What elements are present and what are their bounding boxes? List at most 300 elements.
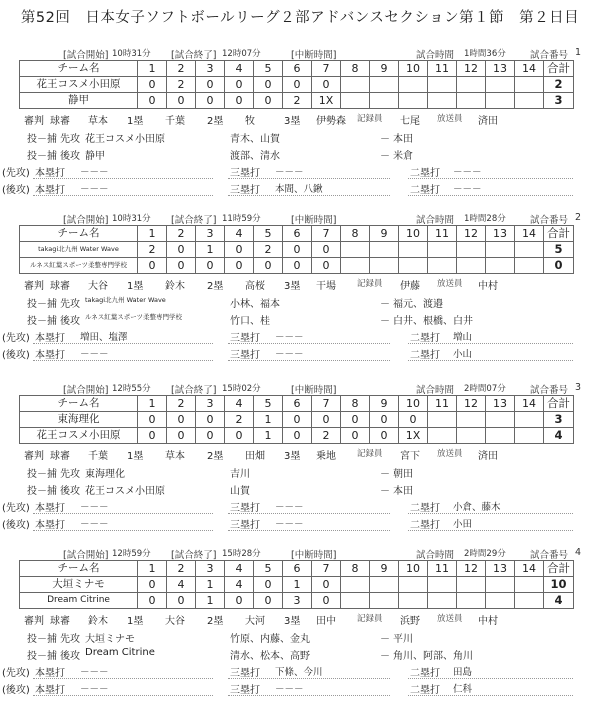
triple-label: 三塁打: [230, 520, 260, 531]
visitor-label: 先攻: [60, 469, 80, 480]
inning-header: 12: [457, 61, 486, 77]
visitor-homeruns: －－－: [80, 502, 109, 513]
battery-row-visitor: [0, 130, 600, 145]
recorder-name: 伊藤: [400, 281, 420, 292]
inning-score: [341, 77, 370, 93]
plate-label: 球審: [50, 616, 70, 627]
first-umpire: 大谷: [165, 616, 185, 627]
third-umpire: 乗地: [316, 451, 336, 462]
visitor-team-name: 花王コスメ小田原: [85, 134, 165, 145]
team-total: 10: [544, 577, 574, 593]
inning-score: 0: [225, 242, 254, 258]
home-triples: －－－: [275, 519, 304, 530]
inning-score: [457, 242, 486, 258]
inning-header: 11: [428, 61, 457, 77]
inning-score: 2: [312, 428, 341, 444]
team-name: Dream Citrine: [20, 593, 138, 609]
visitor-pitchers: 青木、山賀: [230, 134, 280, 145]
home-triples: －－－: [275, 684, 304, 695]
inning-score: 0: [167, 93, 196, 109]
inning-score: 0: [138, 428, 167, 444]
inning-score: 0: [138, 77, 167, 93]
homerun-label: 本塁打: [35, 503, 65, 514]
inning-header: 14: [515, 61, 544, 77]
visitor-paren-label: (先攻): [2, 668, 30, 679]
inning-score: [515, 412, 544, 428]
home-pitchers: 竹口、桂: [230, 316, 270, 327]
inning-header: 10: [399, 396, 428, 412]
battery-label: 投－捕: [27, 469, 57, 480]
first-label: 1塁: [127, 616, 144, 627]
homerun-label: 本塁打: [35, 350, 65, 361]
inning-header: 13: [486, 561, 515, 577]
inning-score: 0: [399, 412, 428, 428]
team-row-home: [20, 93, 574, 109]
total-header: 合計: [544, 226, 574, 242]
inning-score: 1: [254, 428, 283, 444]
inning-score: [341, 258, 370, 274]
team-total: 4: [544, 428, 574, 444]
dash: －: [380, 151, 390, 162]
underline: [408, 195, 573, 196]
inning-header: 11: [428, 396, 457, 412]
third-label: 3塁: [284, 616, 301, 627]
inning-header: 1: [138, 396, 167, 412]
inning-score: 0: [225, 93, 254, 109]
announcer-name: 済田: [478, 116, 498, 127]
duration-label: 試合時間: [416, 215, 455, 226]
game-block-2: [0, 212, 600, 382]
inning-header: 6: [283, 226, 312, 242]
underline: [228, 530, 390, 531]
first-umpire: 鈴木: [165, 281, 185, 292]
inning-score: 1X: [399, 428, 428, 444]
umpire-label: 審判: [24, 116, 44, 127]
home-catchers: 本田: [393, 486, 413, 497]
inning-score: 0: [254, 258, 283, 274]
home-paren-label: (後攻): [2, 350, 30, 361]
visitor-doubles: 田島: [453, 667, 473, 678]
inning-header: 13: [486, 396, 515, 412]
home-label: 後攻: [60, 151, 80, 162]
inning-score: 0: [167, 428, 196, 444]
underline: [408, 360, 573, 361]
underline: [408, 530, 573, 531]
underline: [33, 178, 213, 179]
inning-score: [486, 93, 515, 109]
underline: [33, 360, 213, 361]
inning-score: [457, 593, 486, 609]
inning-header: 4: [225, 561, 254, 577]
battery-row-home: [0, 647, 600, 662]
double-label: 二塁打: [410, 185, 440, 196]
duration-value: 1時間28分: [464, 214, 506, 224]
battery-label: 投－捕: [27, 151, 57, 162]
inning-score: [515, 258, 544, 274]
homerun-label: 本塁打: [35, 185, 65, 196]
game-no-label: 試合番号: [530, 50, 569, 61]
double-label: 二塁打: [410, 168, 440, 179]
inning-score: 0: [138, 577, 167, 593]
duration-value: 2時間29分: [464, 549, 506, 559]
announcer-name: 中村: [478, 616, 498, 627]
officials-row: [0, 277, 600, 291]
inning-score: [515, 593, 544, 609]
recorder-name: 浜野: [400, 616, 420, 627]
inning-score: 0: [225, 258, 254, 274]
officials-row: [0, 612, 600, 626]
hits-row-home: [0, 181, 600, 197]
game-no-value: 4: [575, 547, 582, 558]
duration-label: 試合時間: [416, 550, 455, 561]
first-umpire: 草本: [165, 451, 185, 462]
visitor-label: 先攻: [60, 299, 80, 310]
inning-header: 8: [341, 61, 370, 77]
homerun-label: 本塁打: [35, 168, 65, 179]
start-time: 10時31分: [112, 214, 151, 224]
underline: [33, 530, 213, 531]
inning-score: 0: [196, 258, 225, 274]
battery-label: 投－捕: [27, 634, 57, 645]
inning-header: 3: [196, 396, 225, 412]
inning-score: 0: [312, 577, 341, 593]
underline: [228, 695, 390, 696]
score-header-row: [20, 226, 574, 242]
double-label: 二塁打: [410, 668, 440, 679]
third-label: 3塁: [284, 451, 301, 462]
inning-score: 2: [167, 77, 196, 93]
inning-score: 0: [138, 593, 167, 609]
inning-header: 10: [399, 61, 428, 77]
team-name: takagi北九州 Water Wave: [20, 242, 138, 258]
plate-umpire: 千葉: [88, 451, 108, 462]
visitor-paren-label: (先攻): [2, 503, 30, 514]
triple-label: 三塁打: [230, 333, 260, 344]
first-umpire: 千葉: [165, 116, 185, 127]
visitor-catchers: 平川: [393, 634, 413, 645]
inning-header: 5: [254, 396, 283, 412]
inning-score: [399, 577, 428, 593]
hits-row-home: [0, 516, 600, 532]
inning-header: 7: [312, 561, 341, 577]
inning-header: 5: [254, 61, 283, 77]
double-label: 二塁打: [410, 333, 440, 344]
duration-value: 2時間07分: [464, 384, 506, 394]
inning-score: [370, 258, 399, 274]
inning-header: 12: [457, 396, 486, 412]
announcer-name: 中村: [478, 281, 498, 292]
visitor-paren-label: (先攻): [2, 168, 30, 179]
home-catchers: 角川、阿部、角川: [393, 651, 473, 662]
home-team-name: ルネス紅葉スポーツ柔整専門学校: [85, 313, 183, 321]
inning-header: 1: [138, 561, 167, 577]
third-umpire: 伊勢森: [316, 116, 346, 127]
home-pitchers: 清水、松本、高野: [230, 651, 310, 662]
inning-score: 0: [283, 77, 312, 93]
inning-score: 0: [283, 412, 312, 428]
inning-score: [341, 93, 370, 109]
inning-score: [370, 93, 399, 109]
inning-score: 0: [196, 77, 225, 93]
second-label: 2塁: [207, 451, 224, 462]
visitor-paren-label: (先攻): [2, 333, 30, 344]
visitor-catchers: 朝田: [393, 469, 413, 480]
homerun-label: 本塁打: [35, 333, 65, 344]
game-meta: [0, 382, 600, 396]
home-label: 後攻: [60, 651, 80, 662]
dash: －: [380, 299, 390, 310]
inning-score: 0: [196, 93, 225, 109]
inning-score: 0: [225, 428, 254, 444]
score-header-row: [20, 396, 574, 412]
home-doubles: 仁科: [453, 684, 473, 695]
start-time: 12時59分: [112, 549, 151, 559]
inning-header: 10: [399, 226, 428, 242]
visitor-triples: －－－: [275, 332, 304, 343]
inning-score: 4: [225, 577, 254, 593]
inning-header: 5: [254, 561, 283, 577]
inning-score: [457, 93, 486, 109]
dash: －: [380, 469, 390, 480]
visitor-catchers: 本田: [393, 134, 413, 145]
inning-score: [486, 428, 515, 444]
team-total: 5: [544, 242, 574, 258]
hits-row-visitor: [0, 329, 600, 345]
second-umpire: 高桜: [245, 281, 265, 292]
underline: [408, 695, 573, 696]
inning-score: [370, 593, 399, 609]
team-total: 0: [544, 258, 574, 274]
inning-header: 10: [399, 561, 428, 577]
battery-label: 投－捕: [27, 651, 57, 662]
double-label: 二塁打: [410, 350, 440, 361]
inning-score: 2: [138, 242, 167, 258]
inning-score: 0: [138, 93, 167, 109]
inning-header: 9: [370, 61, 399, 77]
visitor-triples: －－－: [275, 502, 304, 513]
battery-row-visitor: [0, 465, 600, 480]
home-catchers: 白井、根橋、白井: [393, 316, 473, 327]
inning-header: 8: [341, 561, 370, 577]
home-homeruns: －－－: [80, 184, 109, 195]
dash: －: [380, 134, 390, 145]
homerun-label: 本塁打: [35, 520, 65, 531]
second-label: 2塁: [207, 281, 224, 292]
inning-score: [515, 77, 544, 93]
start-label: [試合開始]: [63, 550, 109, 561]
third-label: 3塁: [284, 281, 301, 292]
inning-header: 7: [312, 61, 341, 77]
start-time: 12時55分: [112, 384, 151, 394]
home-doubles: 小山: [453, 349, 473, 360]
second-umpire: 田畑: [245, 451, 265, 462]
visitor-team-name: takagi北九州 Water Wave: [85, 296, 166, 304]
inning-score: [428, 412, 457, 428]
recorder-label: 記録員: [357, 114, 383, 124]
start-label: [試合開始]: [63, 50, 109, 61]
inning-score: [428, 242, 457, 258]
inning-score: [370, 242, 399, 258]
home-label: 後攻: [60, 486, 80, 497]
triple-label: 三塁打: [230, 185, 260, 196]
third-umpire: 干場: [316, 281, 336, 292]
inning-score: 1: [196, 593, 225, 609]
inning-score: [457, 428, 486, 444]
homerun-label: 本塁打: [35, 668, 65, 679]
visitor-pitchers: 小林、福本: [230, 299, 280, 310]
inning-score: 0: [254, 577, 283, 593]
plate-umpire: 鈴木: [88, 616, 108, 627]
team-header: チーム名: [20, 396, 138, 412]
triple-label: 三塁打: [230, 350, 260, 361]
inning-score: 0: [312, 412, 341, 428]
inning-score: [457, 77, 486, 93]
inning-header: 6: [283, 561, 312, 577]
inning-score: 0: [167, 412, 196, 428]
page-title: 第52回 日本女子ソフトボールリーグ２部アドバンスセクション第１節 第２日目: [20, 10, 580, 26]
home-pitchers: 山賀: [230, 486, 250, 497]
team-row-visitor: [20, 577, 574, 593]
visitor-label: 先攻: [60, 634, 80, 645]
inning-score: [515, 93, 544, 109]
dash: －: [380, 316, 390, 327]
start-label: [試合開始]: [63, 215, 109, 226]
inning-header: 14: [515, 396, 544, 412]
home-triples: 本間、八鍬: [275, 184, 323, 195]
hits-row-visitor: [0, 499, 600, 515]
end-time: 12時07分: [222, 49, 261, 59]
inning-score: 0: [167, 593, 196, 609]
inning-score: [428, 258, 457, 274]
inning-score: [428, 593, 457, 609]
inning-score: [399, 93, 428, 109]
inning-score: 0: [167, 242, 196, 258]
battery-label: 投－捕: [27, 316, 57, 327]
home-catchers: 米倉: [393, 151, 413, 162]
battery-row-visitor: [0, 295, 600, 310]
visitor-pitchers: 竹原、内藤、金丸: [230, 634, 310, 645]
inning-header: 5: [254, 226, 283, 242]
underline: [228, 195, 390, 196]
game-no-value: 2: [575, 212, 582, 223]
end-time: 11時59分: [222, 214, 261, 224]
plate-umpire: 大谷: [88, 281, 108, 292]
inning-header: 2: [167, 226, 196, 242]
recorder-name: 七尾: [400, 116, 420, 127]
visitor-homeruns: －－－: [80, 167, 109, 178]
inning-header: 3: [196, 561, 225, 577]
team-row-visitor: [20, 77, 574, 93]
inning-score: [399, 77, 428, 93]
score-table: [19, 60, 574, 109]
inning-header: 4: [225, 396, 254, 412]
second-label: 2塁: [207, 616, 224, 627]
score-table: [19, 560, 574, 609]
home-doubles: －－－: [453, 184, 482, 195]
inning-score: [457, 412, 486, 428]
inning-header: 3: [196, 226, 225, 242]
inning-score: [370, 77, 399, 93]
team-total: 4: [544, 593, 574, 609]
team-name: 花王コスメ小田原: [20, 77, 138, 93]
recorder-label: 記録員: [357, 614, 383, 624]
inning-header: 12: [457, 561, 486, 577]
inning-score: [486, 412, 515, 428]
inning-header: 6: [283, 396, 312, 412]
game-block-3: [0, 382, 600, 552]
triple-label: 三塁打: [230, 685, 260, 696]
end-label: [試合終了]: [171, 215, 217, 226]
inning-score: [341, 242, 370, 258]
visitor-triples: 下條、今川: [275, 667, 323, 678]
team-name: 大垣ミナモ: [20, 577, 138, 593]
recorder-label: 記録員: [357, 449, 383, 459]
underline: [228, 678, 390, 679]
inning-header: 12: [457, 226, 486, 242]
inning-score: 1: [196, 577, 225, 593]
visitor-team-name: 大垣ミナモ: [85, 634, 135, 645]
inning-score: [428, 93, 457, 109]
triple-label: 三塁打: [230, 668, 260, 679]
inning-header: 1: [138, 226, 167, 242]
underline: [408, 678, 573, 679]
inning-header: 8: [341, 396, 370, 412]
inning-header: 13: [486, 61, 515, 77]
visitor-team-name: 東海理化: [85, 469, 125, 480]
inning-score: 1: [196, 242, 225, 258]
home-homeruns: －－－: [80, 519, 109, 530]
team-row-home: [20, 428, 574, 444]
visitor-doubles: 小倉、藤木: [453, 502, 501, 513]
announcer-label: 放送員: [437, 614, 463, 624]
home-team-name: Dream Citrine: [85, 647, 155, 658]
dash: －: [380, 651, 390, 662]
total-header: 合計: [544, 561, 574, 577]
inning-header: 2: [167, 396, 196, 412]
inning-score: [486, 242, 515, 258]
inning-score: 0: [196, 412, 225, 428]
first-label: 1塁: [127, 116, 144, 127]
inning-score: 1: [254, 412, 283, 428]
visitor-homeruns: －－－: [80, 667, 109, 678]
inning-header: 3: [196, 61, 225, 77]
end-label: [試合終了]: [171, 385, 217, 396]
game-meta: [0, 547, 600, 561]
underline: [33, 195, 213, 196]
recorder-label: 記録員: [357, 279, 383, 289]
inning-score: [515, 242, 544, 258]
plate-label: 球審: [50, 116, 70, 127]
inning-header: 14: [515, 226, 544, 242]
battery-row-home: [0, 147, 600, 162]
interrupt-label: [中断時間]: [291, 215, 337, 226]
interrupt-label: [中断時間]: [291, 550, 337, 561]
inning-score: 0: [283, 258, 312, 274]
start-time: 10時31分: [112, 49, 151, 59]
visitor-doubles: 増山: [453, 332, 473, 343]
inning-header: 13: [486, 226, 515, 242]
duration-label: 試合時間: [416, 385, 455, 396]
second-umpire: 牧: [245, 116, 255, 127]
inning-score: [341, 577, 370, 593]
third-umpire: 田中: [316, 616, 336, 627]
hits-row-home: [0, 681, 600, 697]
underline: [228, 178, 390, 179]
officials-row: [0, 447, 600, 461]
game-no-label: 試合番号: [530, 550, 569, 561]
inning-score: [486, 593, 515, 609]
battery-label: 投－捕: [27, 299, 57, 310]
